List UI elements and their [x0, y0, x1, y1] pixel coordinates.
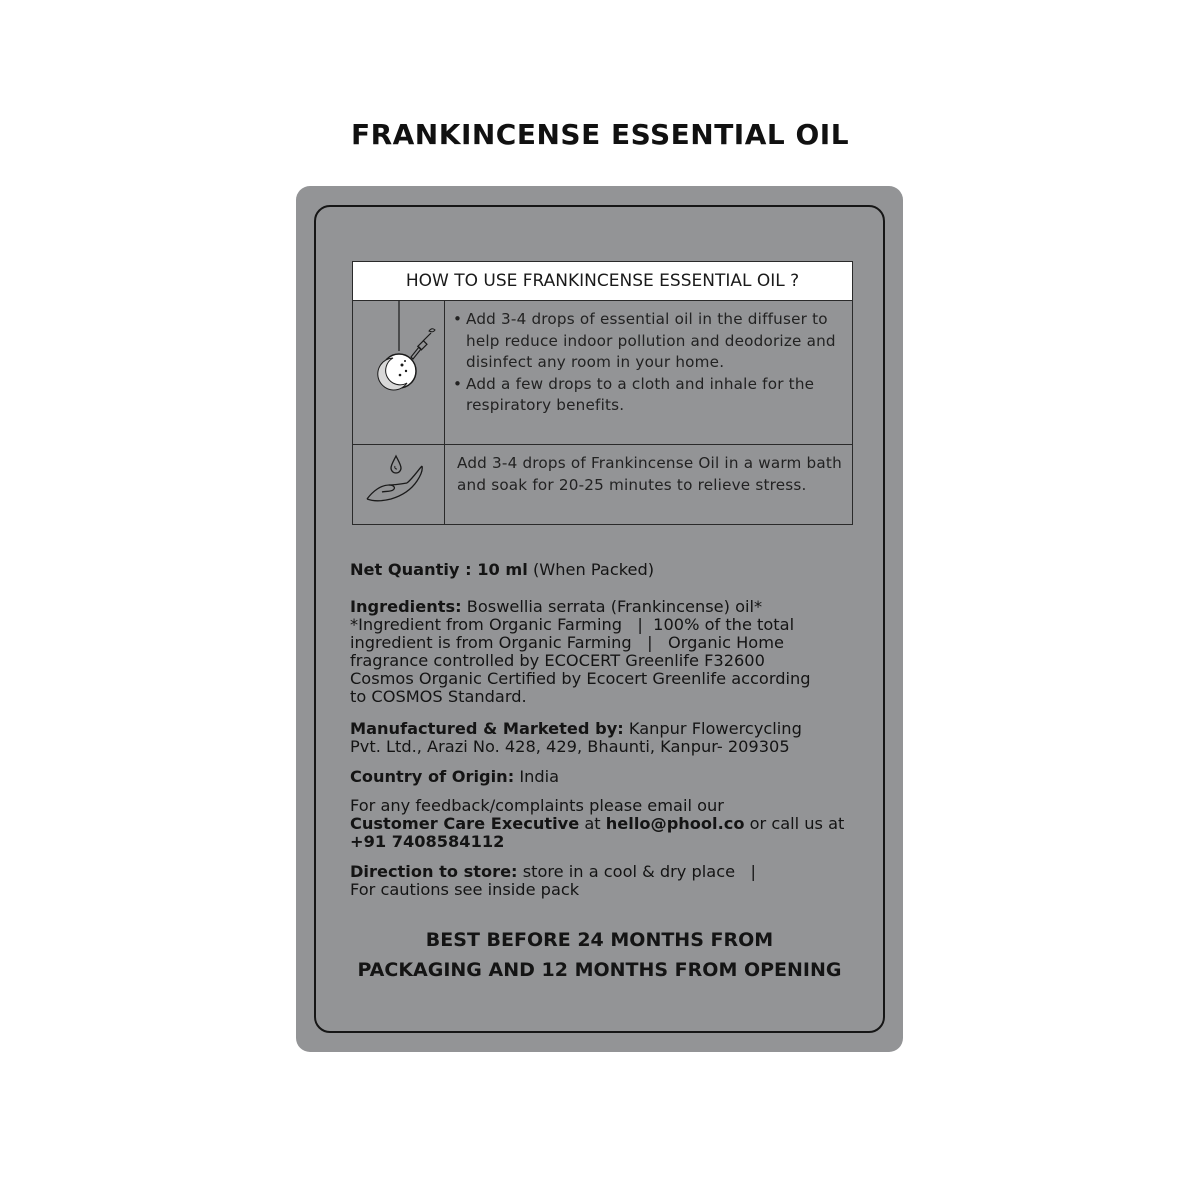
diffuser-instructions	[445, 301, 852, 444]
product-title: FRANKINCENSE ESSENTIAL OIL	[350, 118, 850, 151]
manufacturer-block: Manufactured & Marketed by: Kanpur Flowercycling Pvt. Ltd., Arazi No. 428, 429, Bhaunti, Kanpur- 209305	[350, 719, 802, 756]
phone-number: +91 7408584112	[350, 832, 505, 851]
list-item: • Add a few drops to a cloth and inhale for the respiratory benefits.	[453, 374, 815, 414]
list-item: • Add 3-4 drops of essential oil in the diffuser to help reduce indoor pollution and deodorize and disinfect any room in your home.	[453, 310, 836, 371]
how-to-use-heading: HOW TO USE FRANKINCENSE ESSENTIAL OIL ?	[353, 262, 852, 301]
country-of-origin: Country of Origin: India	[350, 767, 560, 786]
how-to-row-diffuser	[353, 301, 852, 445]
email-link: hello@phool.co	[605, 814, 745, 833]
how-to-use-table	[352, 261, 853, 525]
storage-block: Direction to store: store in a cool & dry place | For cautions see inside pack	[350, 862, 756, 899]
ingredients-block: Ingredients: Boswellia serrata (Frankincense) oil* *Ingredient from Organic Farming | 100% of the total ingredient is from Organic Farming | Organic Home fragrance controlled by ECOCERT Greenlife F32600 Cosmos Organic Certified by Ecocert Greenlife according to COSMOS Standard.	[350, 597, 811, 706]
feedback-block: For any feedback/complaints please email our Customer Care Executive at hello@phool.co or call us at +91 7408584112	[350, 796, 845, 851]
how-to-row-bath	[353, 445, 852, 524]
hand-drop-icon	[353, 445, 445, 524]
label-card	[296, 186, 903, 1052]
bath-instructions: Add 3-4 drops of Frankincense Oil in a warm bath and soak for 20-25 minutes to relieve stress.	[457, 454, 842, 494]
label-inner-border	[314, 205, 885, 1033]
best-before: BEST BEFORE 24 MONTHS FROM PACKAGING AND 12 MONTHS FROM OPENING	[357, 929, 842, 981]
diffuser-icon	[353, 301, 445, 444]
net-quantity: Net Quantiy : 10 ml (When Packed)	[350, 560, 655, 579]
